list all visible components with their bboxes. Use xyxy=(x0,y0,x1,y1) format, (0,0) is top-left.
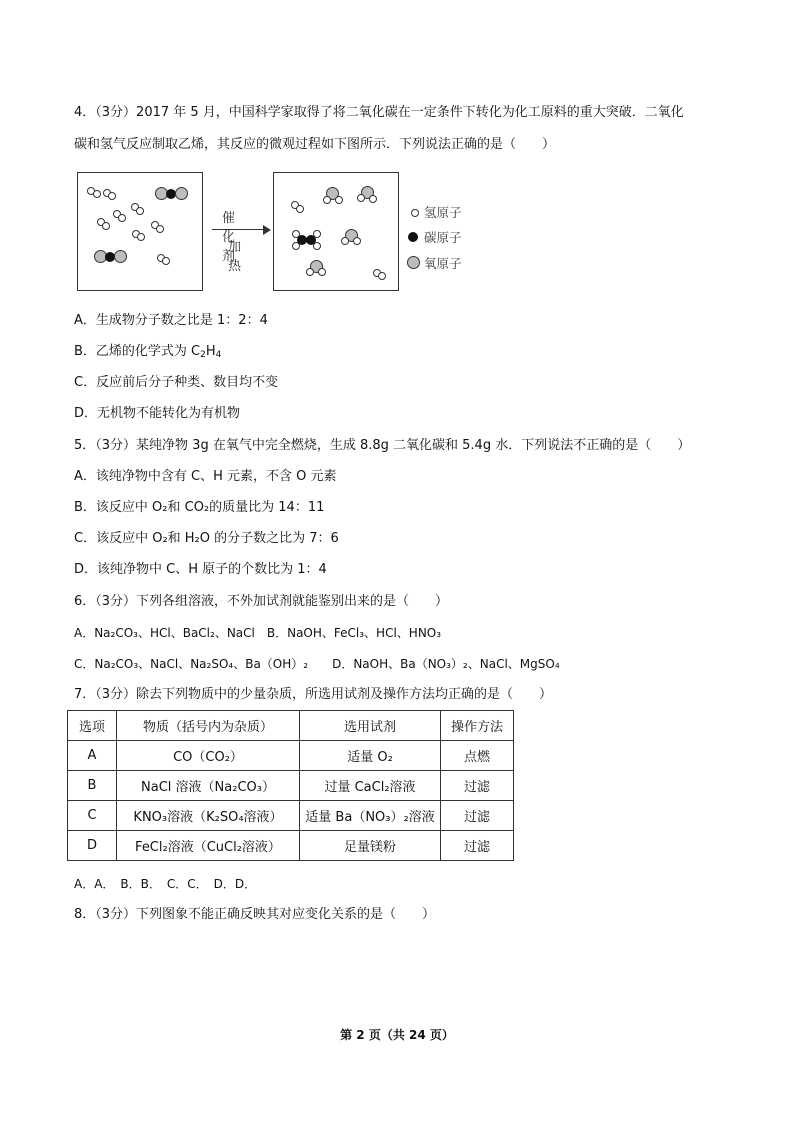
table-cell: D xyxy=(68,831,117,861)
q6-options-line2: C．Na₂CO₃、NaCl、Na₂SO₄、Ba（OH）₂ D．NaOH、Ba（NO₃）₂、NaCl、MgSO₄ xyxy=(74,657,560,671)
table-header: 选用试剂 xyxy=(300,711,441,741)
table-header: 选项 xyxy=(68,711,117,741)
q4-stem-line1: 4．（3分）2017 年 5 月，中国科学家取得了将二氧化碳在一定条件下转化为化工原料的重大突破．二氧化 xyxy=(74,105,684,120)
table-cell: 点燃 xyxy=(441,741,514,771)
q7-stem: 7．（3分）除去下列物质中的少量杂质，所选用试剂及操作方法均正确的是（ ） xyxy=(74,687,553,702)
table-cell: CO（CO₂） xyxy=(117,741,300,771)
page-number: 第 2 页（共 24 页） xyxy=(340,1028,454,1042)
table-cell: 足量镁粉 xyxy=(300,831,441,861)
q4-stem-line2: 碳和氢气反应制取乙烯，其反应的微观过程如下图所示．下列说法正确的是（ ） xyxy=(74,137,556,152)
q8-stem: 8．（3分）下列图象不能正确反映其对应变化关系的是（ ） xyxy=(74,907,436,922)
q5-option-a: A．该纯净物中含有 C、H 元素，不含 O 元素 xyxy=(74,469,337,484)
legend-h-label: 氢原子 xyxy=(424,205,462,220)
table-row xyxy=(68,771,514,801)
table-cell: 过滤 xyxy=(441,771,514,801)
table-header: 操作方法 xyxy=(441,711,514,741)
heat-label: 加热 xyxy=(228,240,242,274)
table-row xyxy=(68,741,514,771)
table-cell: 过滤 xyxy=(441,801,514,831)
table-cell: 过滤 xyxy=(441,831,514,861)
q5-stem: 5．（3分）某纯净物 3g 在氧气中完全燃烧，生成 8.8g 二氧化碳和 5.4g 水．下列说法不正确的是（ ） xyxy=(74,438,691,453)
legend-c-label: 碳原子 xyxy=(424,230,462,245)
q6-stem: 6．（3分）下列各组溶液，不外加试剂就能鉴别出来的是（ ） xyxy=(74,594,449,609)
table-cell: 适量 Ba（NO₃）₂溶液 xyxy=(300,801,441,831)
q5-option-c: C．该反应中 O₂和 H₂O 的分子数之比为 7：6 xyxy=(74,531,339,546)
q4-option-c: C．反应前后分子种类、数目均不变 xyxy=(74,375,279,390)
table-cell: B xyxy=(68,771,117,801)
legend-o-label: 氧原子 xyxy=(424,256,462,271)
table-header: 物质（括号内为杂质） xyxy=(117,711,300,741)
table-cell: KNO₃溶液（K₂SO₄溶液） xyxy=(117,801,300,831)
q4-option-d: D．无机物不能转化为有机物 xyxy=(74,406,241,421)
table-header-row xyxy=(68,711,514,741)
legend-h-icon xyxy=(411,209,419,217)
table-cell: 适量 O₂ xyxy=(300,741,441,771)
q7-table xyxy=(67,710,514,861)
legend-o-icon xyxy=(407,256,420,269)
q5-option-b: B．该反应中 O₂和 CO₂的质量比为 14：11 xyxy=(74,500,325,515)
table-cell: 过量 CaCl₂溶液 xyxy=(300,771,441,801)
q5-option-d: D．该纯净物中 C、H 原子的个数比为 1：4 xyxy=(74,562,327,577)
table-cell: FeCl₂溶液（CuCl₂溶液） xyxy=(117,831,300,861)
table-cell: NaCl 溶液（Na₂CO₃） xyxy=(117,771,300,801)
catalyst-label: 催化剂 xyxy=(222,211,236,264)
q6-options-line1: A．Na₂CO₃、HCl、BaCl₂、NaCl B．NaOH、FeCl₃、HCl、HNO₃ xyxy=(74,626,442,640)
legend-c-icon xyxy=(408,232,418,242)
table-cell: C xyxy=(68,801,117,831)
table-row xyxy=(68,801,514,831)
table-cell: A xyxy=(68,741,117,771)
q7-answers: A．A． B．B． C．C． D．D． xyxy=(74,877,257,891)
arrowhead-icon xyxy=(263,225,271,235)
table-row xyxy=(68,831,514,861)
q4-option-b: B．乙烯的化学式为 $C_2H_4$ xyxy=(74,344,222,360)
q4-option-a: A．生成物分子数之比是 1：2：4 xyxy=(74,313,268,328)
reaction-arrow xyxy=(212,229,268,230)
